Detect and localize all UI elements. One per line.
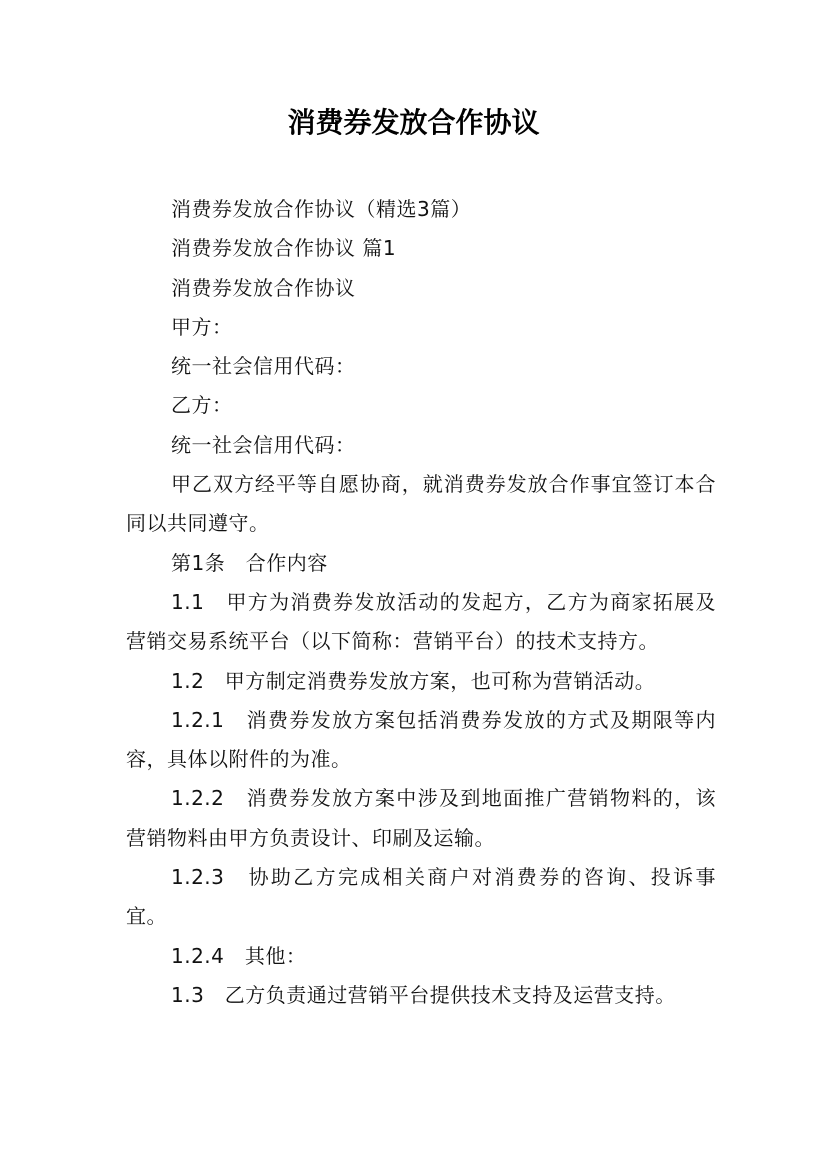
paragraph-clause-1-2-2: 1.2.2 消费券发放方案中涉及到地面推广营销物料的，该营销物料由甲方负责设计、印刷及运输。 [126,786,716,850]
paragraph-party-a: 甲方： [171,314,233,339]
paragraph-article-1-heading: 第1条 合作内容 [171,550,328,575]
paragraph-collection-title: 消费券发放合作协议（精选3篇） [171,197,472,221]
paragraph-clause-1-2-3: 1.2.3 协助乙方完成相关商户对消费券的咨询、投诉事宜。 [126,865,716,929]
paragraph-clause-1-2-4: 1.2.4 其他： [171,943,307,968]
document-body [126,190,716,1015]
paragraph-party-b-credit-code: 统一社会信用代码： [171,432,356,457]
paragraph-part-heading: 消费券发放合作协议 篇1 [171,236,397,261]
paragraph-party-b: 乙方： [171,393,233,418]
paragraph-clause-1-2: 1.2 甲方制定消费券发放方案，也可称为营销活动。 [171,668,656,693]
paragraph-preamble: 甲乙双方经平等自愿协商，就消费券发放合作事宜签订本合同以共同遵守。 [126,472,716,536]
document-title: 消费券发放合作协议 [287,106,540,139]
paragraph-agreement-name: 消费券发放合作协议 [171,275,356,300]
paragraph-clause-1-3: 1.3 乙方负责通过营销平台提供技术支持及运营支持。 [171,982,676,1007]
paragraph-party-a-credit-code: 统一社会信用代码： [171,354,356,379]
paragraph-clause-1-2-1: 1.2.1 消费券发放方案包括消费券发放的方式及期限等内容，具体以附件的为准。 [126,707,716,772]
paragraph-clause-1-1: 1.1 甲方为消费券发放活动的发起方，乙方为商家拓展及营销交易系统平台（以下简称：营销平台）的技术支持方。 [126,589,716,654]
